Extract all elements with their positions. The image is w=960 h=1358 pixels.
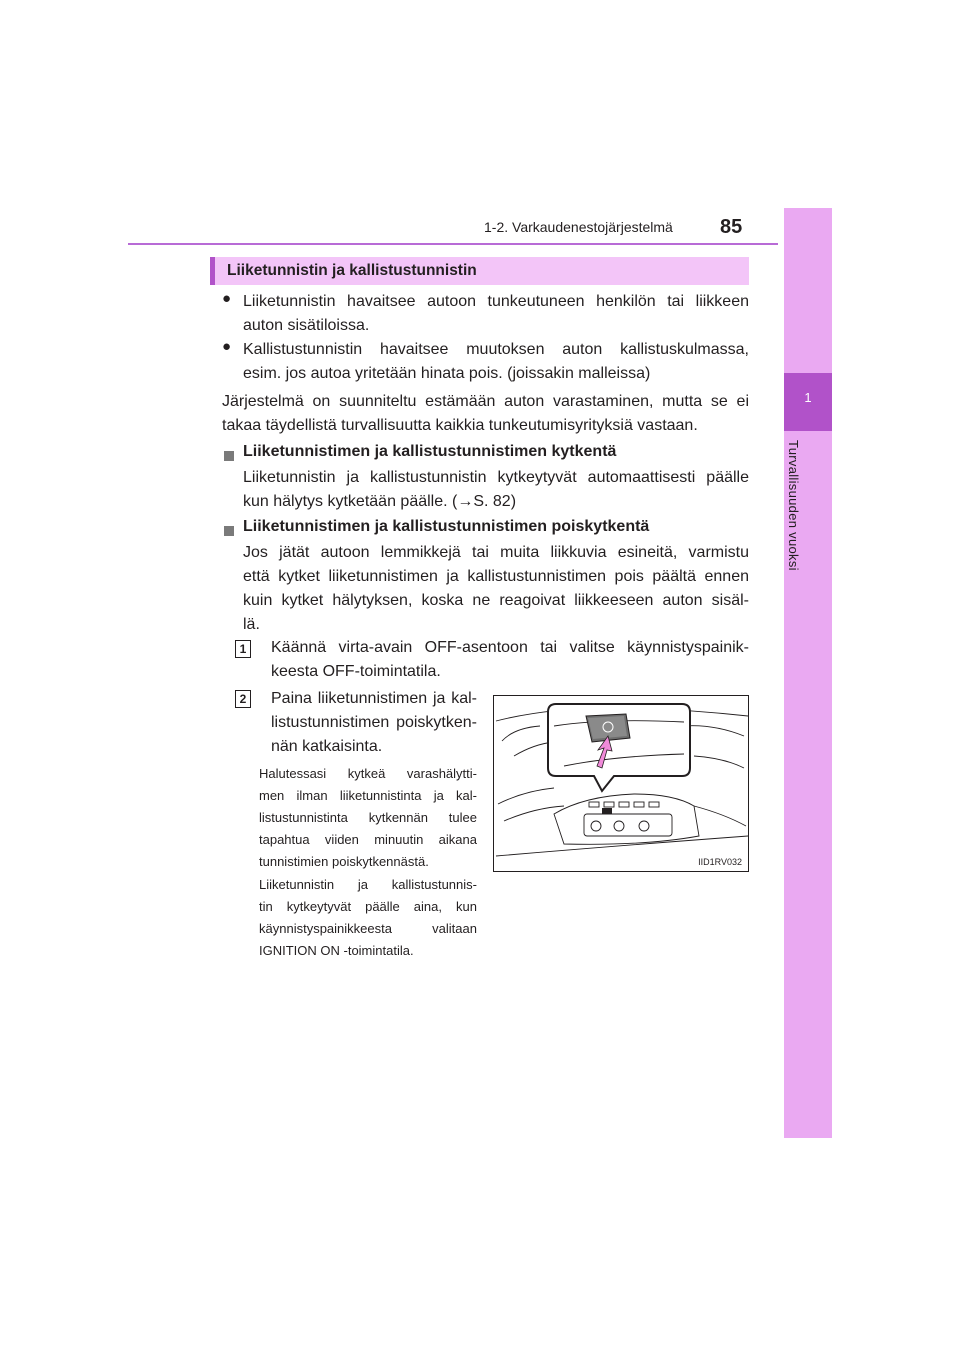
- activation-text: Liiketunnistin ja kallistustunnistin kytkeytyvät automaattisesti päälle kun hälytys kytketään päälle. (→S. 82): [243, 469, 749, 510]
- step-2-note-2: Liiketunnistin ja kallistustunnis- tin kytkeytyvät päälle aina, kun käynnistyspainikkeesta valitaan IGNITION ON -toimintatila.: [259, 877, 477, 958]
- subheading-activation: Liiketunnistimen ja kallistustunnistimen kytkentä: [243, 443, 617, 460]
- step-1-text: Käännä virta-avain OFF-asentoon tai valitse käynnistyspainik- keesta OFF-toimintatila.: [271, 639, 749, 680]
- overhead-console-figure: [493, 695, 749, 872]
- square-bullet-icon: [224, 523, 234, 541]
- chapter-number: 1: [804, 390, 812, 405]
- intro-paragraph: Järjestelmä on suunniteltu estämään auton varastaminen, mutta se ei takaa täydellistä turvallisuutta kaikkia tunkeutumisyrityksiä vastaan.: [222, 393, 749, 434]
- chapter-title: Turvallisuuden vuoksi: [786, 440, 801, 571]
- step-2-text: Paina liiketunnistimen ja kal- listustunnistimen poiskytken- nän katkaisinta.: [271, 690, 477, 755]
- step-number-1: 1: [235, 640, 251, 658]
- bullet-icon: ●: [222, 338, 232, 355]
- header-rule: [128, 243, 778, 245]
- figure-code: IID1RV032: [698, 857, 742, 867]
- bullet-item-1: Liiketunnistin havaitsee autoon tunkeutuneen henkilön tai liikkeen auton sisätiloissa.: [243, 293, 749, 334]
- topic-title-text: Liiketunnistin ja kallistustunnistin: [227, 262, 477, 279]
- section-title: 1-2. Varkaudenestojärjestelmä: [484, 219, 673, 235]
- step-number-2: 2: [235, 690, 251, 708]
- chapter-side-tab: [784, 208, 832, 1138]
- overhead-console-illustration: [494, 696, 749, 872]
- bullet-icon: ●: [222, 290, 232, 307]
- page-number: 85: [720, 216, 743, 238]
- topic-box-title: [210, 257, 749, 285]
- step-2-note-1: Halutessasi kytkeä varashälytti- men ilman liiketunnistinta ja kal- listustunnistinta kytkennän tulee tapahtua viiden minuutin aikana tunnistimien poiskytkennästä.: [259, 766, 477, 869]
- chapter-title-vertical: [786, 440, 830, 600]
- subheading-deactivation: Liiketunnistimen ja kallistustunnistimen poiskytkentä: [243, 518, 650, 535]
- bullet-item-2: Kallistustunnistin havaitsee muutoksen auton kallistuskulmassa, esim. jos autoa yritetään hinata pois. (joissakin malleissa): [243, 341, 749, 382]
- square-bullet-icon: [224, 448, 234, 466]
- deactivation-text: Jos jätät autoon lemmikkejä tai muita liikkuvia esineitä, varmistu että kytket liiketunnistimen ja kallistustunnistimen pois päältä ennen kuin kytket hälytyksen, koska ne reagoivat liikkeeseen auton sisäl- lä.: [243, 544, 749, 633]
